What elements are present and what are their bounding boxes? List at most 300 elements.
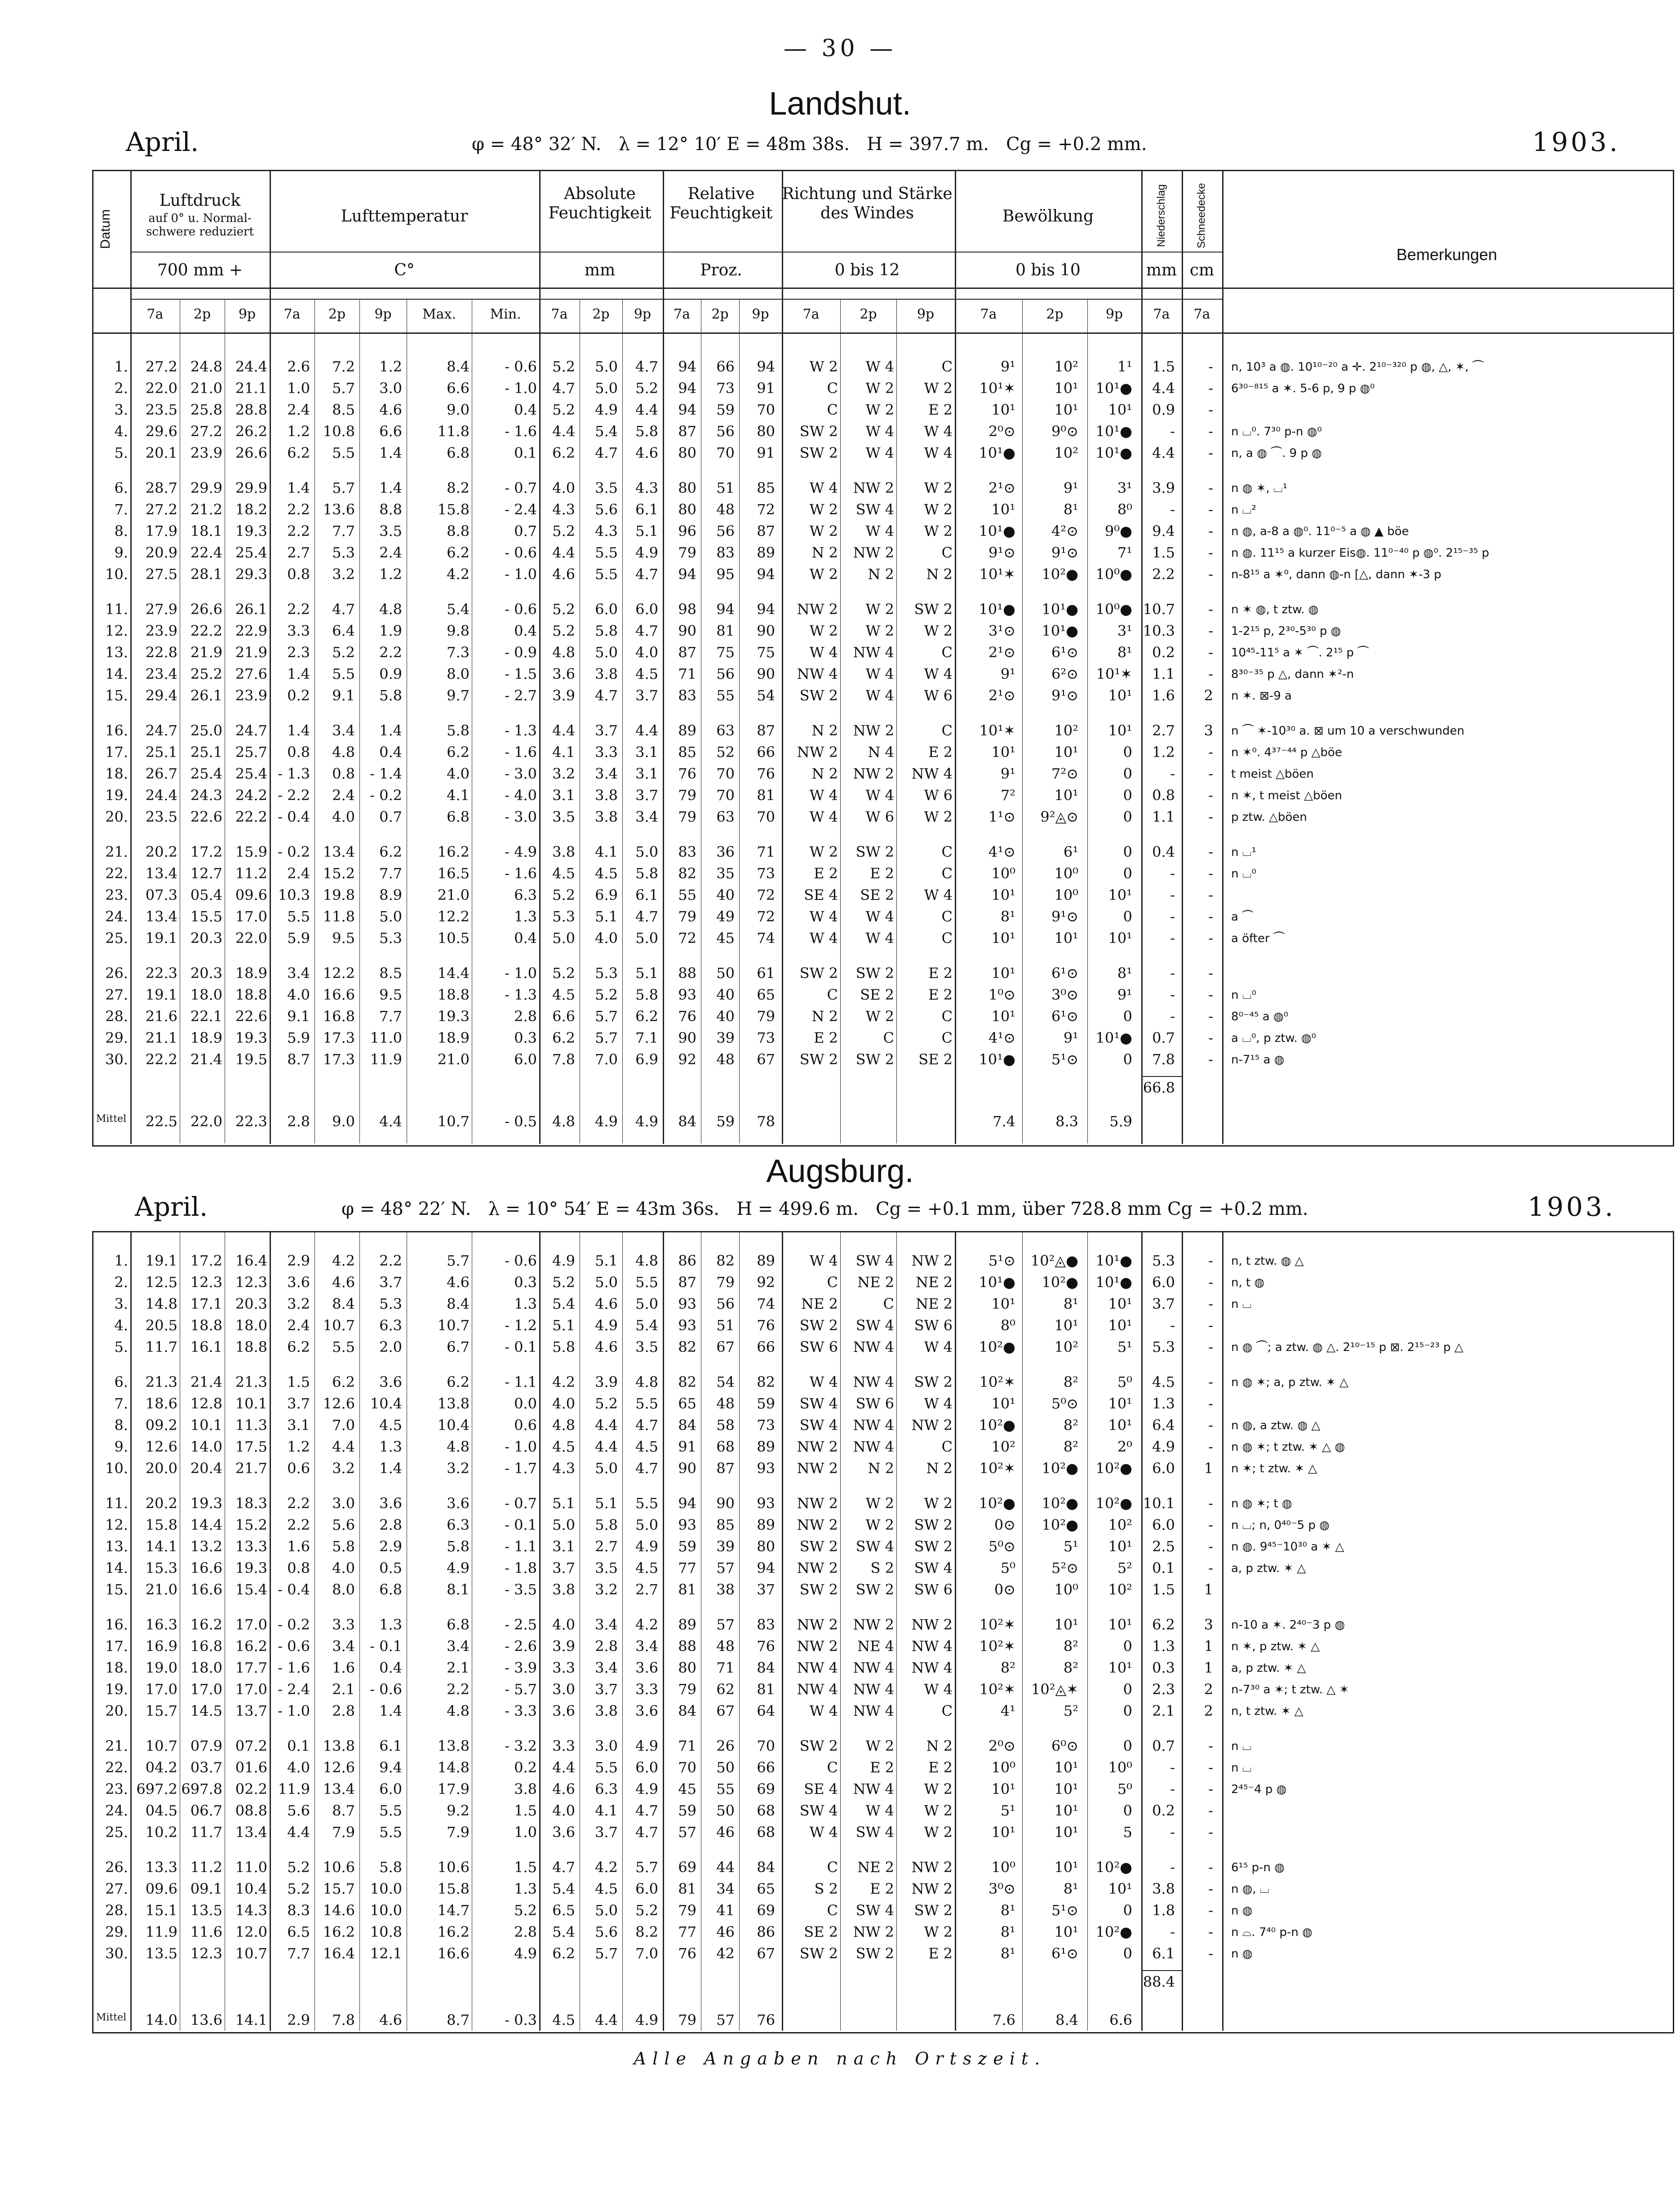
augsburg-cell: 64 (757, 1702, 775, 1719)
landshut-cell: - 1.6 (505, 423, 537, 440)
landshut-cell: 40 (716, 986, 735, 1003)
augsburg-cell: 6.0 (1152, 1460, 1175, 1477)
augsburg-cell: 3.6 (447, 1495, 470, 1512)
augsburg-cell: 5⁰ (1117, 1781, 1132, 1798)
col-rule (270, 1231, 271, 2031)
augsburg-cell: 3.4 (635, 1638, 658, 1655)
landshut-cell: 5.5 (287, 908, 310, 925)
augsburg-cell: - (1208, 1317, 1213, 1334)
landshut-cell: 21.2 (190, 501, 222, 518)
augsburg-cell: SW 4 (856, 1252, 894, 1269)
augsburg-cell: 2.8 (379, 1516, 402, 1533)
augsburg-cell: 16.8 (190, 1638, 222, 1655)
augsburg-cell: 42 (716, 1945, 735, 1962)
landshut-cell: 10¹● (979, 601, 1015, 618)
augsburg-cell: 25. (105, 1824, 128, 1841)
augsburg-cell: 8² (1063, 1638, 1078, 1655)
augsburg-cell: 18.8 (235, 1338, 267, 1355)
augsburg-cell: 8. (114, 1417, 128, 1434)
landshut-mittel-cell: 84 (678, 1113, 696, 1130)
augsburg-cell: 4.8 (635, 1373, 658, 1391)
subheader-time: 7a (674, 306, 690, 322)
landshut-cell: - 1.6 (505, 744, 537, 761)
landshut-cell: 73 (757, 865, 775, 882)
landshut-cell: 26.2 (235, 423, 267, 440)
augsburg-cell: 79 (678, 1681, 696, 1698)
col-subrule (896, 299, 897, 1143)
landshut-cell: 16.5 (437, 865, 470, 882)
landshut-cell: - (1170, 965, 1175, 982)
landshut-cell: - 1.0 (505, 965, 537, 982)
landshut-cell: N 2 (811, 544, 838, 561)
augsburg-cell: 1.5 (287, 1373, 310, 1391)
landshut-cell: 72 (757, 886, 775, 904)
augsburg-remark: n ◍. 9⁴⁵⁻10³⁰ a ✶ △ (1231, 1540, 1344, 1554)
augsburg-cell: 3.6 (379, 1495, 402, 1512)
augsburg-cell: 6.3 (379, 1317, 402, 1334)
augsburg-cell: 5.4 (552, 1923, 575, 1940)
augsburg-cell: 14.8 (145, 1295, 177, 1312)
augsburg-cell: 1 (1204, 1638, 1213, 1655)
landshut-remark: n ✶⁰. 4³⁷⁻⁴⁴ p △böe (1231, 746, 1342, 759)
landshut-cell: 0.2 (287, 687, 310, 704)
augsburg-cell: - 0.7 (505, 1495, 537, 1512)
subheader-time: 9p (1105, 306, 1123, 322)
augsburg-cell: 0.7 (1152, 1737, 1175, 1754)
augsburg-cell: N 2 (926, 1460, 953, 1477)
augsburg-cell: 10.4 (370, 1395, 402, 1412)
augsburg-cell: 10²◬✶ (1031, 1681, 1078, 1698)
landshut-cell: W 4 (924, 423, 953, 440)
augsburg-cell: 1.4 (379, 1702, 402, 1719)
augsburg-cell: 10²● (1042, 1516, 1078, 1533)
augsburg-cell: 92 (757, 1274, 775, 1291)
landshut-remark: n ⌴⁰. 7³⁰ p-n ◍⁰ (1231, 425, 1322, 438)
augsburg-cell: 18.0 (235, 1317, 267, 1334)
augsburg-cell: 15.3 (145, 1559, 177, 1577)
landshut-cell: 10² (1054, 358, 1078, 375)
augsburg-cell: 12.3 (235, 1274, 267, 1291)
augsburg-cell: - 1.7 (505, 1460, 537, 1477)
landshut-cell: 25.4 (235, 544, 267, 561)
augsburg-cell: W 2 (924, 1781, 953, 1798)
landshut-cell: 26.7 (145, 765, 177, 782)
augsburg-cell: 14.5 (190, 1702, 222, 1719)
augsburg-cell: 3.8 (1152, 1880, 1175, 1897)
landshut-cell: 79 (678, 787, 696, 804)
augsburg-cell: 3.3 (552, 1659, 575, 1676)
augsburg-cell: 4.7 (635, 1802, 658, 1819)
augsburg-cell: 93 (678, 1317, 696, 1334)
augsburg-mittel-cell: 6.6 (1109, 2011, 1132, 2029)
landshut-cell: - (1208, 843, 1213, 860)
landshut-cell: 5.2 (595, 986, 618, 1003)
augsburg-cell: 1.6 (332, 1659, 355, 1676)
landshut-cell: 10¹ (1108, 401, 1132, 418)
augsburg-cell: 10.7 (145, 1737, 177, 1754)
landshut-cell: 73 (716, 380, 735, 397)
augsburg-cell: 6.1 (379, 1737, 402, 1754)
augsburg-mittel-cell: 79 (678, 2011, 696, 2029)
landshut-cell: 5.9 (287, 1029, 310, 1046)
augsburg-cell: 6.2 (1152, 1616, 1175, 1633)
landshut-cell: 8.2 (447, 479, 470, 496)
landshut-cell: 3.3 (287, 622, 310, 639)
augsburg-cell: 17.2 (190, 1252, 222, 1269)
augsburg-cell: - (1208, 1737, 1213, 1754)
landshut-mittel-cell: 8.3 (1055, 1113, 1078, 1130)
augsburg-cell: 10¹ (1054, 1802, 1078, 1819)
augsburg-cell: 4.8 (447, 1702, 470, 1719)
landshut-cell: 6¹ (1063, 843, 1078, 860)
landshut-remark: 1-2¹⁵ p, 2³⁰-5³⁰ p ◍ (1231, 625, 1341, 638)
landshut-cell: 16.6 (323, 986, 355, 1003)
landshut-cell: 75 (757, 644, 775, 661)
landshut-cell: 23. (105, 886, 128, 904)
augsburg-cell: - (1208, 1438, 1213, 1455)
augsburg-mittel-cell: - 0.3 (505, 2011, 537, 2029)
landshut-cell: 82 (678, 865, 696, 882)
augsburg-cell: 48 (716, 1395, 735, 1412)
landshut-cell: 24. (105, 908, 128, 925)
augsburg-cell: NW 4 (853, 1781, 894, 1798)
landshut-cell: 6¹⊙ (1051, 644, 1078, 661)
augsburg-cell: 59 (757, 1395, 775, 1412)
augsburg-cell: 90 (716, 1495, 735, 1512)
augsburg-cell: NW 4 (853, 1373, 894, 1391)
augsburg-cell: 5 (1123, 1824, 1132, 1841)
landshut-cell: 10¹● (1042, 601, 1078, 618)
augsburg-cell: 0 (1123, 1681, 1132, 1698)
landshut-cell: - (1208, 908, 1213, 925)
augsburg-cell: 10²● (1042, 1495, 1078, 1512)
augsburg-cell: 84 (757, 1859, 775, 1876)
augsburg-cell: SW 2 (914, 1538, 953, 1555)
landshut-cell: 5.8 (447, 722, 470, 739)
subheader-time: 7a (284, 306, 301, 322)
augsburg-cell: 5.8 (595, 1516, 618, 1533)
augsburg-cell: E 2 (870, 1880, 894, 1897)
landshut-remark: p ztw. △böen (1231, 811, 1307, 824)
landshut-cell: 9¹ (1063, 479, 1078, 496)
landshut-cell: 5.2 (552, 358, 575, 375)
landshut-cell: 6.2 (447, 544, 470, 561)
landshut-cell: 3.1 (552, 787, 575, 804)
landshut-cell: 24.7 (235, 722, 267, 739)
landshut-cell: NW 2 (853, 544, 894, 561)
year-augsburg: 1903. (1528, 1191, 1616, 1222)
augsburg-remark: n ◍ ✶; t ◍ (1231, 1497, 1292, 1510)
augsburg-cell: 19. (105, 1681, 128, 1698)
augsburg-cell: 2.7 (595, 1538, 618, 1555)
augsburg-cell: 66 (757, 1759, 775, 1776)
augsburg-cell: 10²✶ (979, 1681, 1015, 1698)
landshut-cell: - 1.6 (505, 865, 537, 882)
augsburg-cell: 12.8 (190, 1395, 222, 1412)
augsburg-cell: 3.6 (379, 1373, 402, 1391)
augsburg-cell: W 4 (809, 1252, 838, 1269)
augsburg-cell: 3.6 (552, 1702, 575, 1719)
landshut-cell: 11.2 (235, 865, 267, 882)
landshut-cell: 5.2 (552, 886, 575, 904)
landshut-cell: 10¹ (991, 965, 1015, 982)
augsburg-cell: 5.0 (595, 1902, 618, 1919)
augsburg-cell: 86 (678, 1252, 696, 1269)
landshut-cell: 12.2 (323, 965, 355, 982)
augsburg-cell: 51 (716, 1317, 735, 1334)
landshut-cell: 9²◬⊙ (1040, 808, 1078, 825)
landshut-cell: - (1208, 1029, 1213, 1046)
augsburg-cell: 2.2 (379, 1252, 402, 1269)
landshut-cell: 3.4 (287, 965, 310, 982)
landshut-cell: 8.8 (379, 501, 402, 518)
augsburg-cell: 09.6 (145, 1880, 177, 1897)
header-absolute-humidity: Absolute Feuchtigkeit (548, 185, 652, 223)
landshut-cell: SE 4 (804, 886, 838, 904)
augsburg-cell: - (1208, 1759, 1213, 1776)
augsburg-cell: 3.4 (595, 1659, 618, 1676)
augsburg-cell: NW 2 (853, 1923, 894, 1940)
header-luftdruck: Luftdruck (159, 191, 241, 210)
landshut-cell: W 6 (924, 787, 953, 804)
augsburg-cell: 17. (105, 1638, 128, 1655)
landshut-cell: 10¹● (979, 523, 1015, 540)
subheader-time: 7a (802, 306, 820, 322)
augsburg-cell: 16.6 (190, 1581, 222, 1598)
col-subrule (840, 299, 841, 1143)
landshut-cell: W 4 (865, 930, 894, 947)
landshut-cell: C (941, 544, 953, 561)
augsburg-cell: 8.4 (447, 1295, 470, 1312)
landshut-cell: 21.0 (437, 886, 470, 904)
landshut-cell: 0.4 (1152, 843, 1175, 860)
augsburg-cell: 10.0 (370, 1902, 402, 1919)
landshut-cell: 16.2 (437, 843, 470, 860)
subheader-time: 7a (1193, 306, 1210, 322)
landshut-cell: 18.8 (437, 986, 470, 1003)
landshut-cell: 1.4 (379, 722, 402, 739)
augsburg-cell: 10¹● (1095, 1252, 1132, 1269)
landshut-cell: - 0.6 (505, 544, 537, 561)
landshut-cell: 17. (105, 744, 128, 761)
landshut-cell: 17.3 (323, 1029, 355, 1046)
augsburg-cell: 12.3 (190, 1945, 222, 1962)
landshut-cell: 4.9 (595, 401, 618, 418)
augsburg-cell: 5.1 (552, 1317, 575, 1334)
augsburg-cell: 4.7 (635, 1824, 658, 1841)
landshut-cell: 9¹⊙ (1051, 687, 1078, 704)
landshut-cell: 21.9 (190, 644, 222, 661)
landshut-cell: 5.5 (332, 665, 355, 682)
landshut-cell: SW 2 (799, 1051, 838, 1068)
augsburg-cell: 20. (105, 1702, 128, 1719)
augsburg-cell: 11.2 (190, 1859, 222, 1876)
landshut-cell: 17.2 (190, 843, 222, 860)
augsburg-cell: 6.1 (1152, 1945, 1175, 1962)
augsburg-cell: 17.7 (235, 1659, 267, 1676)
augsburg-cell: 67 (716, 1338, 735, 1355)
augsburg-cell: 18.8 (190, 1317, 222, 1334)
augsburg-cell: 16.6 (437, 1945, 470, 1962)
augsburg-cell: 30. (105, 1945, 128, 1962)
augsburg-cell: 9. (114, 1438, 128, 1455)
augsburg-cell: 4.0 (287, 1759, 310, 1776)
landshut-cell: - 1.3 (278, 765, 310, 782)
landshut-cell: C (941, 1029, 953, 1046)
landshut-cell: 4.0 (552, 479, 575, 496)
landshut-cell: 16. (105, 722, 128, 739)
augsburg-cell: SW 2 (799, 1737, 838, 1754)
augsburg-cell: 27. (105, 1880, 128, 1897)
augsburg-cell: 17.1 (190, 1295, 222, 1312)
landshut-cell: - (1208, 1008, 1213, 1025)
landshut-cell: N 2 (811, 1008, 838, 1025)
landshut-cell: SW 4 (856, 501, 894, 518)
landshut-cell: 22.2 (235, 808, 267, 825)
year-landshut: 1903. (1532, 127, 1621, 157)
augsburg-cell: W 4 (924, 1338, 953, 1355)
landshut-cell: 22.6 (235, 1008, 267, 1025)
col-rule (955, 1231, 956, 2031)
landshut-cell: 19.3 (235, 523, 267, 540)
augsburg-cell: 3. (114, 1295, 128, 1312)
augsburg-cell: 5.2 (287, 1880, 310, 1897)
landshut-cell: 80 (678, 501, 696, 518)
landshut-cell: 12.7 (190, 865, 222, 882)
landshut-cell: - (1170, 501, 1175, 518)
augsburg-cell: 29. (105, 1923, 128, 1940)
landshut-cell: 75 (716, 644, 735, 661)
augsburg-cell: 93 (757, 1495, 775, 1512)
landshut-cell: 1.5 (1152, 544, 1175, 561)
landshut-cell: 3¹⊙ (988, 622, 1015, 639)
landshut-cell: 40 (716, 886, 735, 904)
augsburg-cell: 4.8 (447, 1438, 470, 1455)
landshut-cell: 10.5 (437, 930, 470, 947)
landshut-cell: 22.0 (145, 380, 177, 397)
landshut-cell: 3.1 (635, 765, 658, 782)
augsburg-cell: 10²● (1042, 1274, 1078, 1291)
augsburg-cell: 12. (105, 1516, 128, 1533)
augsburg-cell: - (1208, 1859, 1213, 1876)
augsburg-cell: 5¹ (1063, 1538, 1078, 1555)
augsburg-cell: 10. (105, 1460, 128, 1477)
landshut-cell: 52 (716, 744, 735, 761)
augsburg-cell: 15.8 (437, 1880, 470, 1897)
augsburg-cell: NW 2 (911, 1880, 953, 1897)
landshut-mittel-cell: - 0.5 (505, 1113, 537, 1130)
landshut-cell: 3¹ (1117, 622, 1132, 639)
landshut-cell: NW 2 (853, 722, 894, 739)
landshut-cell: 26.6 (190, 601, 222, 618)
month-label-landshut: April. (126, 127, 199, 157)
landshut-cell: 13. (105, 644, 128, 661)
augsburg-cell: - 0.6 (505, 1252, 537, 1269)
landshut-mittel-cell: 4.9 (595, 1113, 618, 1130)
augsburg-cell: 3.2 (595, 1581, 618, 1598)
landshut-cell: 25.1 (190, 744, 222, 761)
augsburg-cell: 3.5 (635, 1338, 658, 1355)
landshut-cell: 87 (757, 722, 775, 739)
landshut-remark: a öfter ⏜ (1231, 932, 1285, 945)
landshut-cell: 6¹⊙ (1051, 965, 1078, 982)
landshut-cell: 10⁰● (1095, 566, 1132, 583)
landshut-cell: 4.4 (1152, 380, 1175, 397)
landshut-cell: 25.4 (235, 765, 267, 782)
landshut-cell: W 4 (924, 886, 953, 904)
landshut-cell: 10¹ (1054, 401, 1078, 418)
landshut-remark: 8⁰⁻⁴⁵ a ◍⁰ (1231, 1010, 1289, 1023)
augsburg-cell: - 1.1 (505, 1538, 537, 1555)
augsburg-cell: NW 4 (797, 1659, 838, 1676)
landshut-cell: 19.3 (235, 1029, 267, 1046)
landshut-cell: 1.4 (287, 479, 310, 496)
landshut-cell: 3.0 (379, 380, 402, 397)
augsburg-cell: 4.5 (552, 1438, 575, 1455)
landshut-cell: W 2 (924, 622, 953, 639)
landshut-cell: W 2 (865, 601, 894, 618)
augsburg-cell: 48 (716, 1638, 735, 1655)
augsburg-cell: 5.2 (552, 1274, 575, 1291)
landshut-cell: 8⁰ (1117, 501, 1132, 518)
landshut-cell: 6.4 (332, 622, 355, 639)
augsburg-cell: C (827, 1902, 838, 1919)
landshut-cell: 0 (1123, 865, 1132, 882)
landshut-cell: SW 2 (856, 965, 894, 982)
augsburg-cell: 4.9 (635, 1737, 658, 1754)
augsburg-cell: NW 2 (797, 1460, 838, 1477)
landshut-cell: E 2 (928, 986, 953, 1003)
augsburg-cell: 14.3 (235, 1902, 267, 1919)
augsburg-cell: 03.7 (190, 1759, 222, 1776)
landshut-cell: W 2 (809, 843, 838, 860)
augsburg-cell: 2 (1204, 1702, 1213, 1719)
augsburg-cell: 8² (1063, 1659, 1078, 1676)
augsburg-cell: N 2 (868, 1460, 894, 1477)
augsburg-cell: 10.1 (235, 1395, 267, 1412)
landshut-cell: 8.8 (447, 523, 470, 540)
augsburg-cell: 3.7 (287, 1395, 310, 1412)
augsburg-cell: 13.4 (235, 1824, 267, 1841)
augsburg-cell: 01.6 (235, 1759, 267, 1776)
header-rule-bottom (92, 332, 1673, 334)
landshut-cell: 9¹ (1000, 765, 1015, 782)
landshut-cell: 3.9 (1152, 479, 1175, 496)
augsburg-cell: E 2 (928, 1945, 953, 1962)
landshut-cell: 6.6 (552, 1008, 575, 1025)
landshut-cell: 4.4 (635, 401, 658, 418)
augsburg-cell: 3.7 (1152, 1295, 1175, 1312)
landshut-cell: - 0.2 (278, 843, 310, 860)
landshut-cell: 21.0 (190, 380, 222, 397)
subhdr-rule (130, 299, 1222, 300)
augsburg-cell: 12.6 (323, 1759, 355, 1776)
landshut-cell: 18.0 (190, 986, 222, 1003)
augsburg-cell: 14.6 (323, 1902, 355, 1919)
augsburg-cell: 74 (757, 1295, 775, 1312)
landshut-cell: 4.8 (332, 744, 355, 761)
landshut-cell: 4.5 (552, 865, 575, 882)
augsburg-cell: NW 4 (911, 1659, 953, 1676)
augsburg-cell: 10¹ (1054, 1781, 1078, 1798)
landshut-cell: 9¹ (1000, 665, 1015, 682)
augsburg-cell: 10²● (1095, 1923, 1132, 1940)
augsburg-cell: 12.6 (145, 1438, 177, 1455)
augsburg-cell: 5.8 (447, 1538, 470, 1555)
landshut-cell: 4.4 (552, 544, 575, 561)
augsburg-mittel-cell: 57 (716, 2011, 735, 2029)
landshut-cell: 10¹ (991, 744, 1015, 761)
